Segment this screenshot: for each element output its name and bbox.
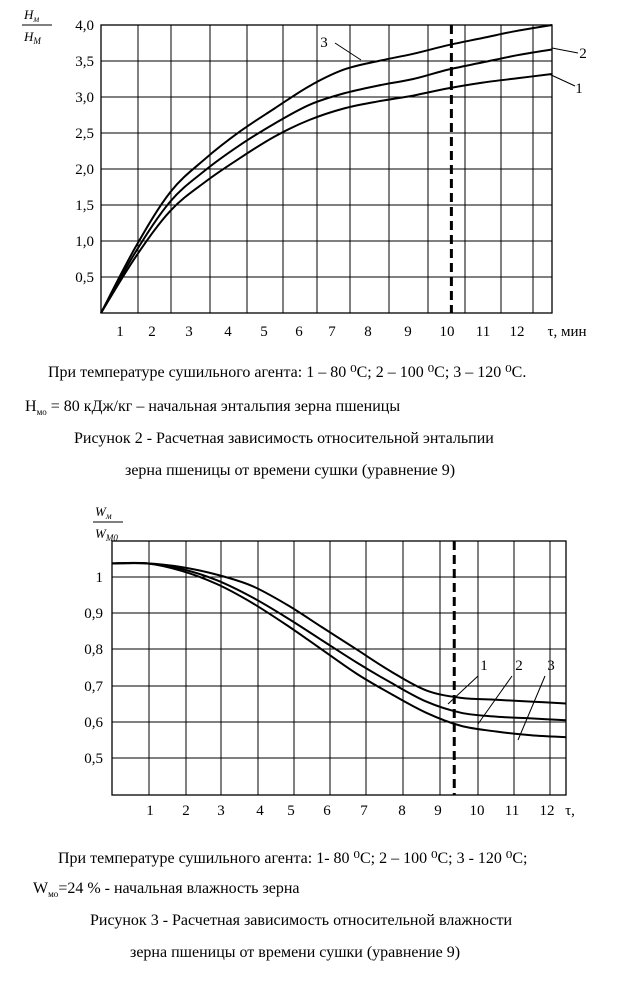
- fig3-y-label-numerator: $W_м$: [95, 504, 112, 521]
- fig3-x-tick-label: 2: [182, 803, 190, 819]
- fig2-x-tick-label: 4: [224, 324, 232, 340]
- fig3-series-3-line: [112, 563, 566, 737]
- fig3-x-tick-label: 5: [287, 803, 295, 819]
- fig3-y-label-numerator-sub: м: [105, 511, 112, 521]
- fig2-conditions: При температуре сушильного агента: 1 – 80 ⁰С; 2 – 100 ⁰С; 3 – 120 ⁰С.: [48, 364, 527, 381]
- fig3-conditions: При температуре сушильного агента: 1- 80 ⁰С; 2 – 100 ⁰С; 3 - 120 ⁰С;: [58, 850, 528, 867]
- fig2-x-tick-label: 1: [116, 324, 124, 340]
- fig2-enthalpy-text: = 80 кДж/кг – начальная энтальпия зерна пшеницы: [46, 398, 401, 415]
- fig2-series-2-line: [101, 50, 552, 314]
- fig2-enthalpy-symbol: H: [25, 398, 37, 415]
- fig3-series-2-label: 2: [515, 658, 523, 674]
- fig3-y-tick-label: 0,8: [84, 642, 103, 658]
- fig2-x-tick-label: 3: [185, 324, 193, 340]
- fig3-series-3-label: 3: [547, 658, 555, 674]
- fig3-y-tick-label: 1: [95, 570, 103, 586]
- fig3-y-tick-label: 0,6: [84, 715, 103, 731]
- fig2-y-tick-label: 2,5: [75, 126, 94, 142]
- fig2-y-tick-label: 1,0: [75, 234, 94, 250]
- fig2-x-unit-label: τ, мин: [547, 324, 587, 340]
- fig3-x-tick-label: 8: [398, 803, 406, 819]
- fig2-x-tick-label: 2: [148, 324, 156, 340]
- fig3-x-tick-label: 7: [360, 803, 368, 819]
- fig3-title-line1: Рисунок 3 - Расчетная зависимость относительной влажности: [90, 912, 513, 929]
- fig2-initial-enthalpy: [25, 398, 624, 417]
- fig2-series-2-label: 2: [579, 46, 587, 62]
- fig3-title-line2: зерна пшеницы от времени сушки (уравнение 9): [130, 944, 461, 961]
- fig2-chart: [101, 25, 578, 313]
- fig2-series-3-label: 3: [320, 35, 328, 51]
- fig3-moisture-symbol: W: [33, 880, 49, 897]
- fig2-y-tick-label: 3,5: [75, 54, 94, 70]
- fig2-y-tick-label: 3,0: [75, 90, 94, 106]
- fig3-chart: [112, 541, 566, 795]
- fig2-x-tick-label: 5: [260, 324, 268, 340]
- fig2-series-1-label: 1: [575, 81, 583, 97]
- fig3-y-label-denominator: $W_{М0}$: [95, 526, 118, 543]
- fig3-y-tick-label: 0,5: [84, 751, 103, 767]
- fig3-series-1-label: 1: [480, 658, 488, 674]
- fig3-x-tick-label: 3: [217, 803, 225, 819]
- fig2-title-line2: зерна пшеницы от времени сушки (уравнение 9): [125, 462, 456, 479]
- fig3-moisture-text: =24 % - начальная влажность зерна: [58, 880, 300, 897]
- fig2-y-tick-label: 1,5: [75, 198, 94, 214]
- fig2-y-label-numerator-sub: м: [33, 14, 40, 24]
- fig3-series-1-line: [112, 563, 566, 703]
- fig2-y-label-denominator-sub: М: [33, 36, 41, 46]
- fig3-y-tick-label: 0,9: [84, 606, 103, 622]
- fig3-initial-moisture: [33, 880, 624, 899]
- fig2-x-tick-label: 8: [364, 324, 372, 340]
- fig3-x-tick-label: 12: [539, 803, 555, 819]
- fig2-x-tick-label: 6: [295, 324, 303, 340]
- fig2-y-label-denominator: $H_М$: [24, 29, 41, 46]
- fig2-y-tick-label: 0,5: [75, 270, 94, 286]
- fig3-x-tick-label: 9: [434, 803, 442, 819]
- fig3-moisture-sub: мо: [48, 889, 59, 900]
- fig3-plot-frame: [112, 541, 566, 795]
- fig3-y-label-denominator-sub: М0: [105, 533, 118, 543]
- fig3-y-tick-label: 0,7: [84, 679, 103, 695]
- fig3-x-tick-label: 4: [256, 803, 264, 819]
- fig3-x-tick-label: 1: [146, 803, 154, 819]
- fig2-x-tick-label: 10: [439, 324, 455, 340]
- fig3-x-tick-label: 10: [469, 803, 485, 819]
- fig3-x-unit-label: τ,: [565, 803, 575, 819]
- fig2-y-label-numerator: $H_м$: [24, 7, 40, 24]
- fig2-x-tick-label: 12: [509, 324, 525, 340]
- fig2-series-1-leader: [549, 74, 575, 86]
- fig2-x-tick-label: 9: [404, 324, 412, 340]
- fig2-x-tick-label: 7: [328, 324, 336, 340]
- fig2-x-tick-label: 11: [475, 324, 491, 340]
- fig2-y-tick-label: 2,0: [75, 162, 94, 178]
- fig3-x-tick-label: 11: [504, 803, 520, 819]
- fig2-enthalpy-sub: мо: [36, 407, 47, 418]
- fig3-x-tick-label: 6: [323, 803, 331, 819]
- fig2-series-3-leader: [335, 43, 361, 60]
- fig2-series-2-leader: [552, 48, 578, 53]
- fig2-title-line1: Рисунок 2 - Расчетная зависимость относительной энтальпии: [74, 430, 494, 447]
- fig2-y-tick-label: 4,0: [75, 18, 94, 34]
